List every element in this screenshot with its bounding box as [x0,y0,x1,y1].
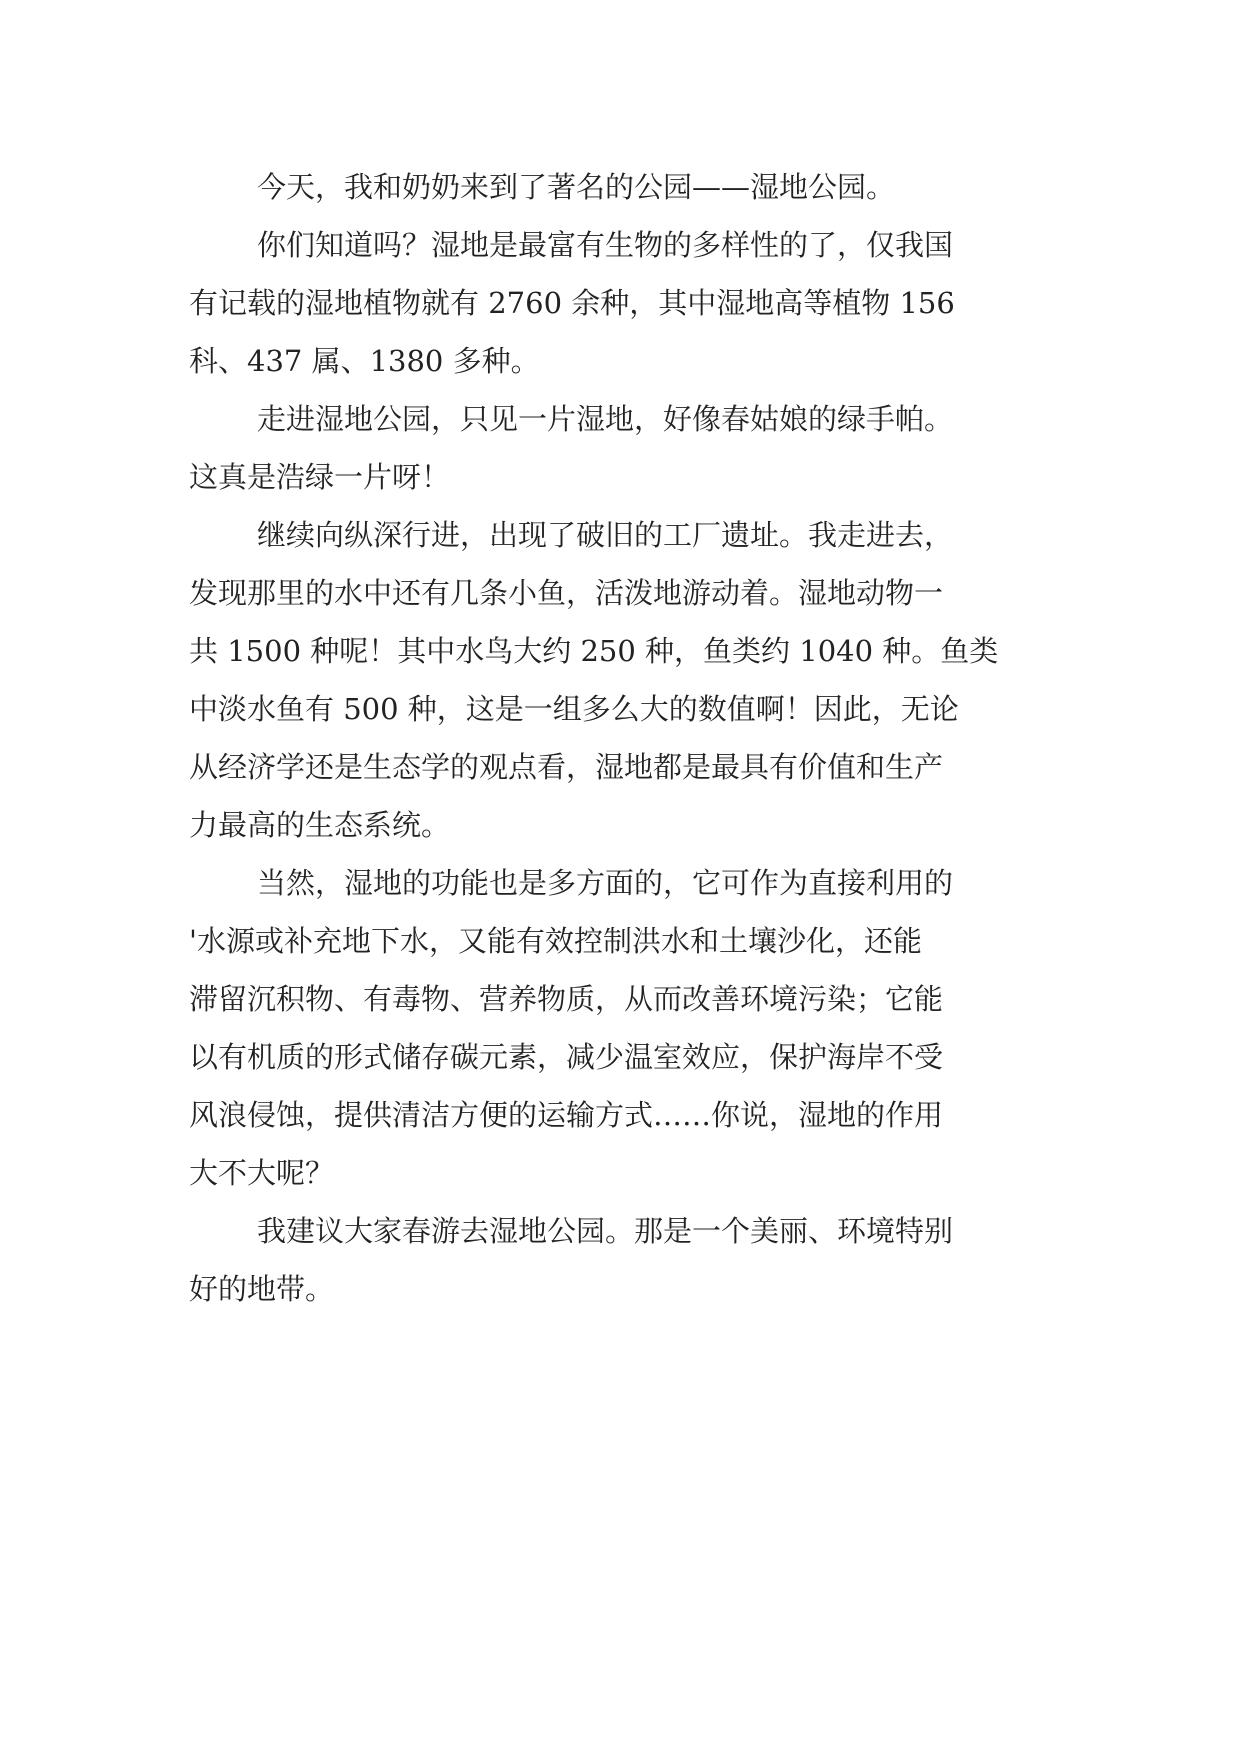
paragraph-line: 好的地带。 [189,1272,335,1306]
paragraph-line: 发现那里的水中还有几条小鱼，活泼地游动着。湿地动物一 [189,576,944,610]
paragraph-line: 科、437 属、1380 多种。 [189,344,540,378]
paragraph-line: 大不大呢？ [189,1156,335,1190]
paragraph-line: 风浪侵蚀，提供清洁方便的运输方式……你说，湿地的作用 [189,1098,944,1132]
paragraph-line: 你们知道吗？湿地是最富有生物的多样性的了，仅我国 [257,228,954,262]
paragraph-functions [189,854,1059,1202]
paragraph-line: 当然，湿地的功能也是多方面的，它可作为直接利用的 [257,866,954,900]
paragraph-intro [189,158,1059,216]
paragraph-biodiversity [189,216,1059,390]
paragraph-line: '水源或补充地下水，又能有效控制洪水和土壤沙化，还能 [189,924,922,958]
paragraph-line: 中淡水鱼有 500 种，这是一组多么大的数值啊！因此，无论 [189,692,959,726]
paragraph-wildlife [189,506,1059,854]
paragraph-line: 走进湿地公园，只见一片湿地，好像春姑娘的绿手帕。 [257,402,954,436]
paragraph-line: 共 1500 种呢！其中水鸟大约 250 种，鱼类约 1040 种。鱼类 [189,634,999,668]
paragraph-line: 以有机质的形式储存碳元素，减少温室效应，保护海岸不受 [189,1040,944,1074]
essay-body [189,158,1059,1318]
paragraph-line: 有记载的湿地植物就有 2760 余种，其中湿地高等植物 156 [189,286,955,320]
paragraph-line: 今天，我和奶奶来到了著名的公园——湿地公园。 [257,170,896,204]
paragraph-entering-park [189,390,1059,506]
paragraph-line: 这真是浩绿一片呀！ [189,460,451,494]
paragraph-line: 继续向纵深行进，出现了破旧的工厂遗址。我走进去， [257,518,954,552]
paragraph-line: 滞留沉积物、有毒物、营养物质，从而改善环境污染；它能 [189,982,944,1016]
paragraph-line: 我建议大家春游去湿地公园。那是一个美丽、环境特别 [257,1214,954,1248]
paragraph-conclusion [189,1202,1059,1318]
paragraph-line: 从经济学还是生态学的观点看，湿地都是最具有价值和生产 [189,750,944,784]
paragraph-line: 力最高的生态系统。 [189,808,451,842]
